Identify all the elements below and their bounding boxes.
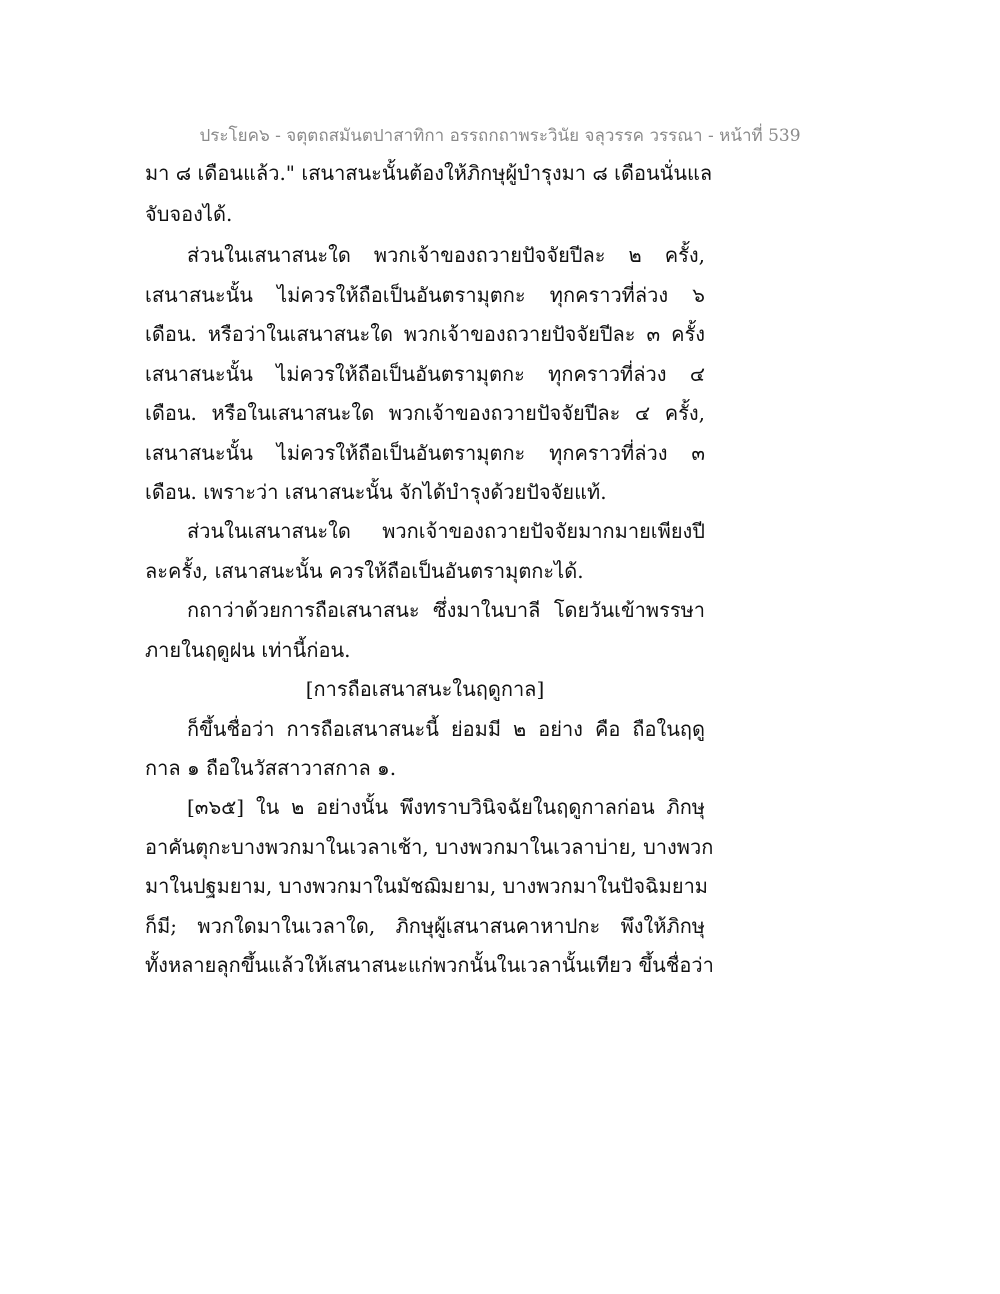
text-line: มาในปฐมยาม, บางพวกมาในมัชฌิมยาม, บางพวกมาในปัจฉิมยาม — [145, 874, 708, 898]
text-line: ก็มี; พวกใดมาในเวลาใด, ภิกษุผู้เสนาสนคาหาปกะ พึงให้ภิกษุ — [145, 914, 705, 938]
text-line: อาคันตุกะบางพวกมาในเวลาเช้า, บางพวกมาในเวลาบ่าย, บางพวก — [145, 835, 714, 859]
text-line: เดือน. หรือในเสนาสนะใด พวกเจ้าของถวายปัจจัยปีละ ๔ ครั้ง, — [145, 401, 705, 425]
page-header: ประโยค๖ - จตุตถสมันตปาสาทิกา อรรถกถาพระวินัย จลุวรรค วรรณา - หน้าที่ 539 — [199, 126, 801, 146]
text-line: เสนาสนะนั้น ไม่ควรให้ถือเป็นอันตรามุตกะ ทุกคราวที่ล่วง ๖ — [145, 283, 705, 307]
text-line: เดือน. เพราะว่า เสนาสนะนั้น จักได้บำรุงด้วยปัจจัยแท้. — [145, 480, 607, 504]
text-line: ส่วนในเสนาสนะใด พวกเจ้าของถวายปัจจัยปีละ ๒ ครั้ง, — [187, 243, 705, 267]
text-line: ละครั้ง, เสนาสนะนั้น ควรให้ถือเป็นอันตรามุตกะได้. — [145, 559, 584, 583]
text-line: เสนาสนะนั้น ไม่ควรให้ถือเป็นอันตรามุตกะ ทุกคราวที่ล่วง ๔ — [145, 362, 705, 386]
section-heading: [การถือเสนาสนะในฤดูกาล] — [305, 677, 545, 701]
text-line: เสนาสนะนั้น ไม่ควรให้ถือเป็นอันตรามุตกะ ทุกคราวที่ล่วง ๓ — [145, 441, 705, 465]
text-line: ส่วนในเสนาสนะใด พวกเจ้าของถวายปัจจัยมากมายเพียงปี — [187, 519, 705, 543]
text-line: เดือน. หรือว่าในเสนาสนะใด พวกเจ้าของถวายปัจจัยปีละ ๓ ครั้ง — [145, 322, 705, 346]
text-line: กาล ๑ ถือในวัสสาวาสกาล ๑. — [145, 756, 397, 780]
text-line: กถาว่าด้วยการถือเสนาสนะ ซึ่งมาในบาลี โดยวันเข้าพรรษา — [187, 598, 705, 622]
text-line: ก็ขึ้นชื่อว่า การถือเสนาสนะนี้ ย่อมมี ๒ อย่าง คือ ถือในฤดู — [187, 717, 705, 741]
text-line: ภายในฤดูฝน เท่านี้ก่อน. — [145, 638, 351, 662]
text-line: ทั้งหลายลุกขึ้นแล้วให้เสนาสนะแก่พวกนั้นในเวลานั้นเทียว ขึ้นชื่อว่า — [145, 953, 714, 977]
text-line: [๓๖๕] ใน ๒ อย่างนั้น พึงทราบวินิจฉัยในฤดูกาลก่อน ภิกษุ — [187, 795, 705, 819]
text-line: มา ๘ เดือนแล้ว." เสนาสนะนั้นต้องให้ภิกษุผู้บำรุงมา ๘ เดือนนั่นแล — [145, 161, 713, 185]
text-line: จับจองได้. — [145, 202, 233, 226]
